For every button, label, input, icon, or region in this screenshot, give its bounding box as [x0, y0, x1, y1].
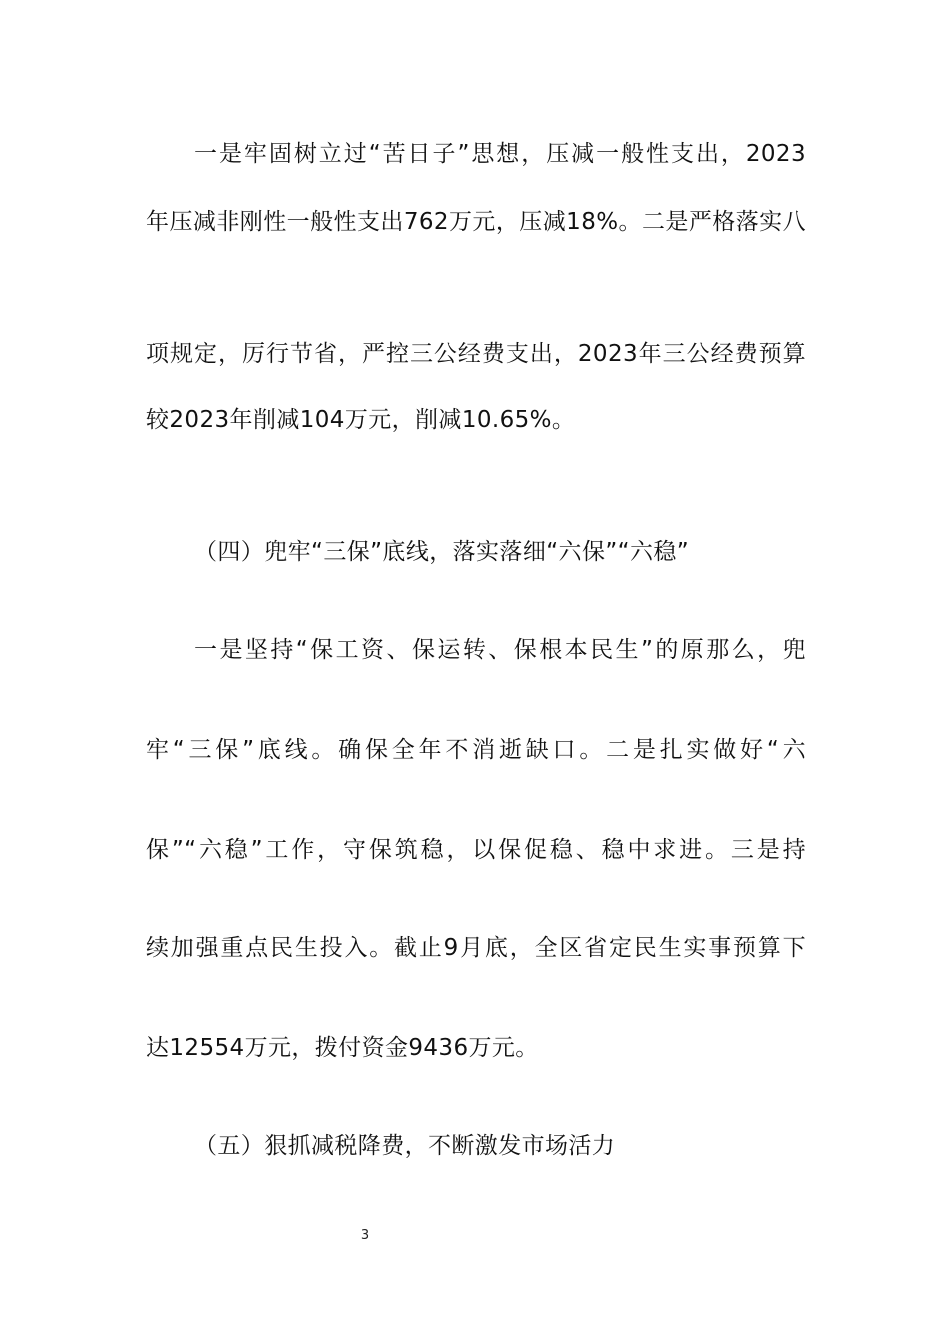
section-heading: （五）狠抓减税降费，不断激发市场活力: [194, 1133, 616, 1159]
page-number: 3: [360, 1228, 370, 1243]
paragraph-line: 达12554万元，拨付资金9436万元。: [146, 1035, 539, 1061]
paragraph-line: 牢“三保”底线。确保全年不消逝缺口。二是扎实做好“六: [146, 737, 806, 763]
paragraph-line: 一是坚持“保工资、保运转、保根本民生”的原那么，兜: [194, 637, 806, 663]
paragraph-line: 年压减非刚性一般性支出762万元，压减18%。二是严格落实八: [146, 209, 806, 235]
paragraph-line: 一是牢固树立过“苦日子”思想，压减一般性支出，2023: [194, 141, 806, 167]
paragraph-line: 保”“六稳”工作，守保筑稳，以保促稳、稳中求进。三是持: [146, 837, 806, 863]
section-heading: （四）兜牢“三保”底线，落实落细“六保”“六稳”: [194, 539, 690, 565]
paragraph-line: 项规定，厉行节省，严控三公经费支出，2023年三公经费预算: [146, 341, 806, 367]
paragraph-line: 续加强重点民生投入。截止9月底，全区省定民生实事预算下: [146, 935, 806, 961]
paragraph-line: 较2023年削减104万元，削减10.65%。: [146, 407, 576, 433]
